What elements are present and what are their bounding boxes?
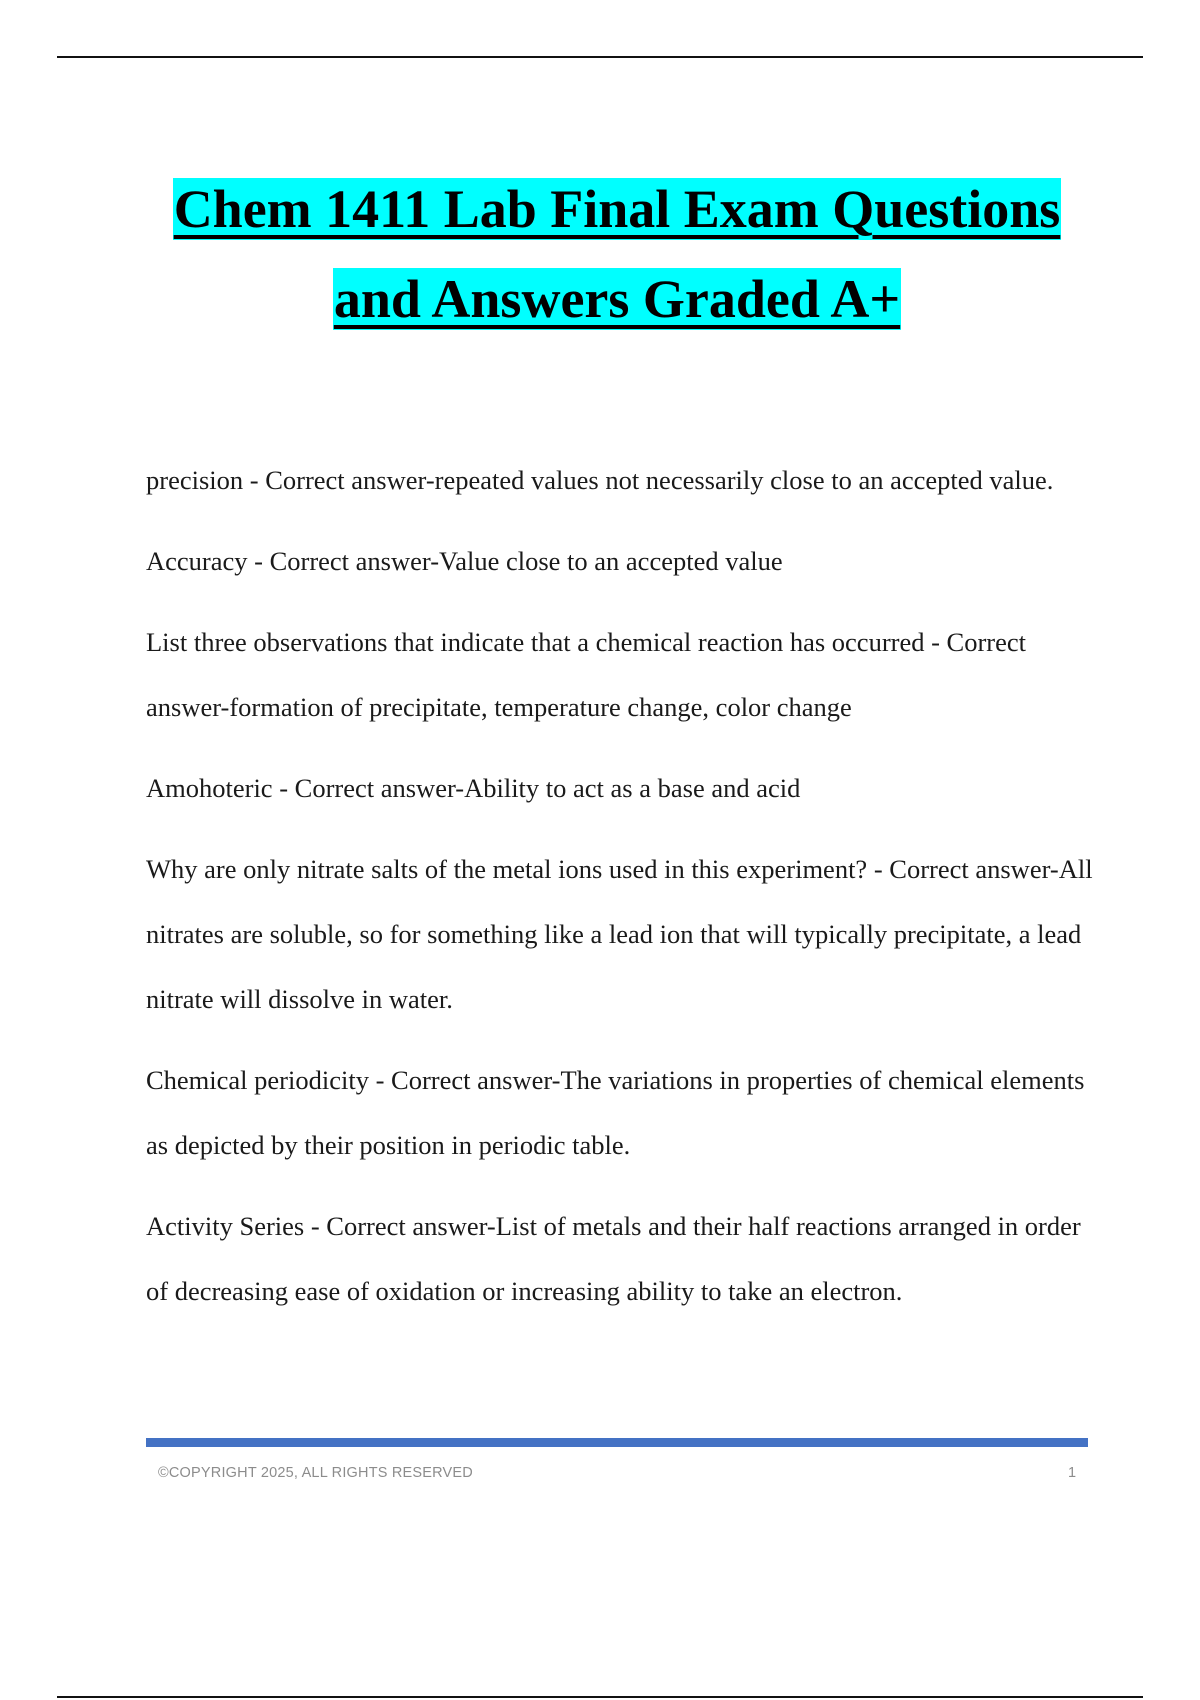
footer-bar (146, 1438, 1088, 1447)
footer-copyright: ©COPYRIGHT 2025, ALL RIGHTS RESERVED (158, 1465, 473, 1481)
qa-item-precision: precision - Correct answer-repeated values not necessarily close to an accepted value. (146, 465, 1054, 495)
title-line-1: Chem 1411 Lab Final Exam Questions (173, 179, 1061, 239)
page-top-rule (57, 56, 1143, 58)
qa-item-chemical-periodicity: Chemical periodicity - Correct answer-The variations in properties of chemical elements as depicted by their position in periodic table. (146, 1065, 1085, 1160)
qa-item-nitrate-salts: Why are only nitrate salts of the metal ions used in this experiment? - Correct answer-All nitrates are soluble, so for something like a lead ion that will typically precipitate, a lead nitrate will dissolve in water. (146, 854, 1093, 1014)
page-bottom-rule (57, 1696, 1143, 1698)
qa-list (146, 448, 1096, 1340)
qa-item-reaction-observations: List three observations that indicate that a chemical reaction has occurred - Correct answer-formation of precipitate, temperature change, color change (146, 627, 1027, 722)
document-title (0, 178, 1200, 330)
qa-item-accuracy: Accuracy - Correct answer-Value close to an accepted value (146, 546, 783, 576)
qa-item-activity-series: Activity Series - Correct answer-List of metals and their half reactions arranged in order of decreasing ease of oxidation or increasing ability to take an electron. (146, 1211, 1081, 1306)
footer-page-number: 1 (1068, 1465, 1077, 1481)
qa-item-amphoteric: Amohoteric - Correct answer-Ability to act as a base and acid (146, 773, 801, 803)
title-line-2: and Answers Graded A+ (333, 269, 901, 329)
